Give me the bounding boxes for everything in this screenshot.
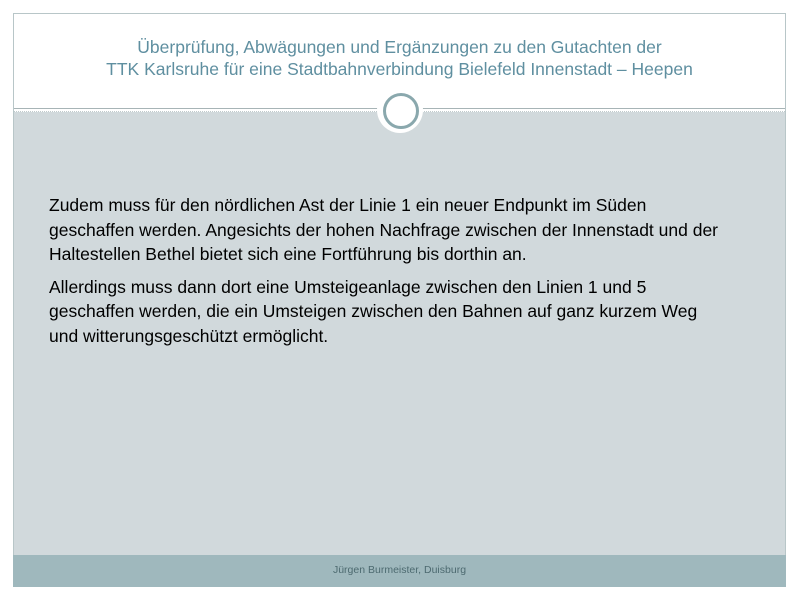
slide-title <box>14 36 785 80</box>
slide-title-line-1: Überprüfung, Abwägungen und Ergänzungen zu den Gutachten der <box>137 37 662 57</box>
footer-author: Jürgen Burmeister, Duisburg <box>332 564 467 576</box>
slide-title-line-2: TTK Karlsruhe für eine Stadtbahnverbindung Bielefeld Innenstadt – Heepen <box>106 59 693 79</box>
slide-content <box>49 193 729 356</box>
circle-ring-icon <box>383 93 419 129</box>
paragraph-2: Allerdings muss dann dort eine Umsteigeanlage zwischen den Linien 1 und 5 geschaffen werden, die ein Umsteigen zwischen den Bahnen auf ganz kurzem Weg und witterungsgeschützt ermöglicht. <box>49 276 698 346</box>
paragraph-1: Zudem muss für den nördlichen Ast der Linie 1 ein neuer Endpunkt im Süden geschaffen werden. Angesichts der hohen Nachfrage zwischen der Innenstadt und der Haltestellen Bethel bietet sich eine Fortführung bis dorthin an. <box>49 195 719 264</box>
